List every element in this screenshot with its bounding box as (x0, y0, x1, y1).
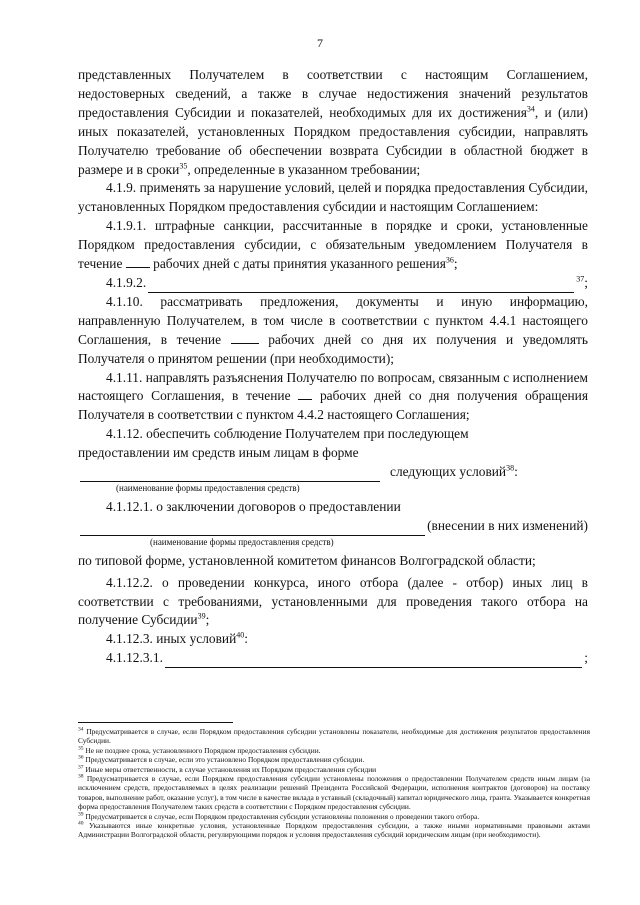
page-number: 7 (317, 36, 323, 50)
paragraph-4-1-12-fill: следующих условий$^{38}$: (78, 463, 588, 482)
blank-field (298, 387, 312, 400)
footnote: $^{37}$ Иные меры ответственности, в случае установления их Порядком предоставления субсидии (78, 764, 377, 774)
paragraph-4-1-12-line2: предоставлении им средств иным лицам в форме (78, 445, 359, 461)
paragraph-4-1-12-1-line1: 4.1.12.1. о заключении договоров о предоставлении (106, 498, 401, 514)
footnote: $^{34}$ Предусматривается в случае, если Порядком предоставления субсидии установлены показатели, необходимые для достижения результатов предоставления Субсидии. (78, 726, 590, 746)
paragraph-4-1-9-1: 4.1.9.1. штрафные санкции, рассчитанные в порядке и сроки, установленные Порядком предоставления субсидии, с обязательным уведомлением Получателя в течение рабочих дней с даты принятия указанного решения$^{36}$; (78, 218, 588, 272)
paragraph-4-1-9: 4.1.9. применять за нарушение условий, целей и порядка предоставления Субсидии, установленных Порядком предоставления субсидии и настоящим Соглашением: (78, 180, 588, 215)
caption-form-name: (наименование формы предоставления средств) (116, 482, 300, 493)
blank-line (165, 653, 582, 668)
caption-form-name: (наименование формы предоставления средств) (150, 536, 334, 547)
blank-line (148, 278, 574, 293)
paragraph-4-1-9-2: 4.1.9.2. $^{37}$; (78, 274, 588, 293)
footnote: $^{38}$ Предусматривается в случае, если Порядком предоставления субсидии установлены положения о предоставлении Получателем средств иным лицам (за исключением средств, предоставляемых в целях реализации решений Президента Российской Федерации, исполнения контрактов (договоров) на поставку товаров, выполнение работ, оказание услуг), в том числе в качестве вклада в уставный (складочный) капитал юридического лица, гранта. Указывается конкретная форма предоставления Получателем таких средств в соответствии с Порядком предоставления субсидии. (78, 773, 590, 812)
footnote: $^{40}$ Указываются иные конкретные условия, установленные Порядком предоставления субсидии, а также иными нормативными правовыми актами Администрации Волгоградской области, регулирующими порядок и условия предоставления субсидий юридическим лицам (при необходимости). (78, 820, 590, 840)
paragraph-4-1-12-3: 4.1.12.3. иных условий$^{40}$: (106, 630, 248, 647)
blank-line (80, 521, 425, 536)
paragraph-4-1-12-2: 4.1.12.2. о проведении конкурса, иного отбора (далее - отбор) иных лиц в соответствии с требованиями, установленными для проведения такого отбора на получение Субсидии$^{39}$; (78, 574, 588, 628)
paragraph-continuation: представленных Получателем в соответствии с настоящим Соглашением, недостоверных сведений, а также в случае недостижения значений результатов предоставления Субсидии и показателей, необходимых для их достижения$^{34}$, и (или) иных показателей, установленных Порядком предоставления субсидии, направлять Получателю требование об обеспечении возврата Субсидии в областной бюджет в размере и в сроки$^{35}$, определенные в указанном требовании; (78, 67, 588, 177)
blank-field (231, 331, 259, 344)
document-body (78, 66, 588, 668)
footnote: $^{35}$ Не не позднее срока, установленного Порядком предоставления субсидии. (78, 745, 321, 755)
paragraph-4-1-12-1-cont: по типовой форме, установленной комитетом финансов Волгоградской области; (78, 552, 536, 568)
blank-field (126, 255, 150, 268)
footnotes (78, 727, 590, 840)
paragraph-4-1-12-line1: 4.1.12. обеспечить соблюдение Получателем при последующем (106, 426, 469, 442)
footnote: $^{36}$ Предусматривается в случае, если это установлено Порядком предоставления субсидии. (78, 754, 365, 765)
paragraph-4-1-10: 4.1.10. рассматривать предложения, документы и иную информацию, направленную Получателем, в том числе в соответствии с пунктом 4.4.1 настоящего Соглашения, в течение рабочих дней со дня их получения и уведомлять Получателя о принятом решении (при необходимости); (78, 293, 588, 366)
paragraph-4-1-12-3-1: 4.1.12.3.1. ; (78, 649, 588, 668)
blank-line (80, 467, 380, 482)
paragraph-4-1-11: 4.1.11. направлять разъяснения Получателю по вопросам, связанным с исполнением настоящего Соглашения, в течение рабочих дней со дня получения обращения Получателя в соответствии с пунктом 4.4.2 настоящего Соглашения; (78, 369, 588, 423)
footnote: $^{39}$ Предусматривается в случае, если Порядком предоставления субсидии установлены положения о проведении такого отбора. (78, 811, 480, 821)
paragraph-4-1-12-1-fill: (внесении в них изменений) (78, 517, 588, 536)
footnote-separator (78, 722, 233, 723)
